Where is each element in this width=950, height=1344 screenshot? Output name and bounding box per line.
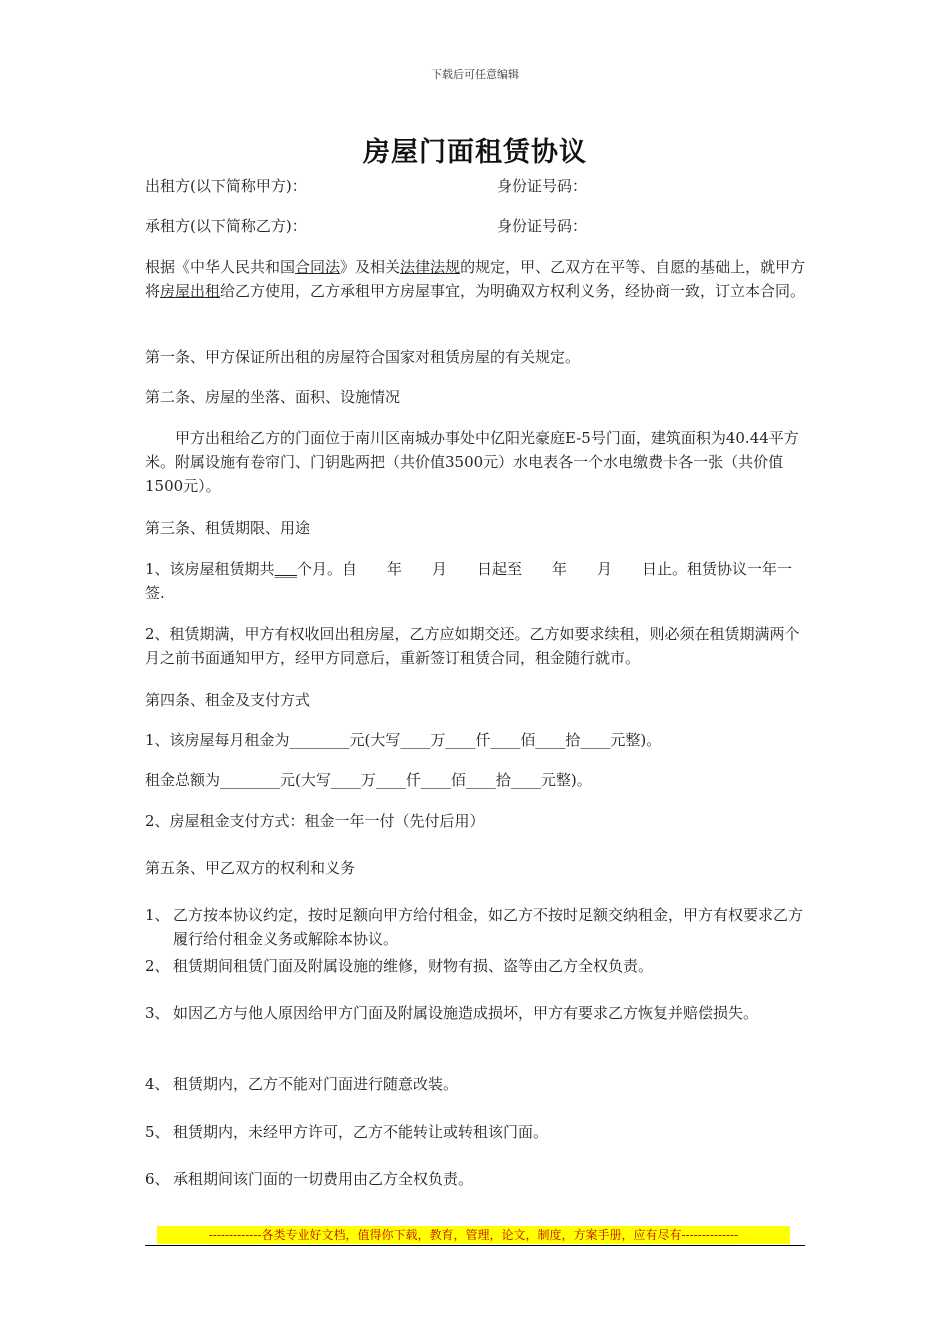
article-3-item-1 (145, 557, 810, 605)
item-text: 租赁期内，未经甲方许可，乙方不能转让或转租该门面。 (173, 1123, 549, 1141)
article-3-item-2: 2、租赁期满，甲方有权收回出租房屋，乙方应如期交还。乙方如要求续租，则必须在租赁期满两个月之前书面通知甲方，经甲方同意后，重新签订租赁合同，租金随行就市。 (145, 625, 800, 667)
item-number: 2、 (145, 957, 170, 975)
contract-law-link[interactable]: 合同法 (295, 258, 341, 276)
document-title: 房屋门面租赁协议 (363, 137, 587, 168)
article-3-heading: 第三条、租赁期限、用途 (145, 519, 311, 537)
item-number: 4、 (145, 1075, 170, 1093)
footer-banner: -------------各类专业好文档，值得你下载，教育，管理，论文，制度，方案手册，应有尽有-------------- (157, 1226, 790, 1244)
house-rental-link[interactable]: 房屋出租 (160, 282, 221, 300)
item-number: 3、 (145, 1004, 170, 1022)
article-1: 第一条、甲方保证所出租的房屋符合国家对租赁房屋的有关规定。 (145, 348, 581, 366)
preamble-text-3: 的规定，甲、乙双方在平等、自愿的基础上，就甲方将 (145, 258, 806, 300)
preamble-text-4: 给乙方使用，乙方承租甲方房屋事宜，为明确双方权利义务，经协商一致，订立本合同。 (220, 282, 806, 300)
footer-divider (145, 1245, 805, 1246)
header-note: 下载后可任意编辑 (431, 68, 519, 81)
lessee-id-label: 身份证号码： (497, 217, 588, 235)
lessor-line (145, 174, 810, 198)
article-4-heading: 第四条、租金及支付方式 (145, 691, 311, 709)
preamble-text-2: 》及相关 (340, 258, 401, 276)
item-text: 如因乙方与他人原因给甲方门面及附属设施造成损坏，甲方有要求乙方恢复并赔偿损失。 (173, 1004, 759, 1022)
item-text: 租赁期间租赁门面及附属设施的维修，财物有损、盗等由乙方全权负责。 (173, 957, 654, 975)
total-rent-line: 租金总额为________元(大写____万____仟____佰____拾____元整)。 (145, 771, 592, 789)
laws-link[interactable]: 法律法规 (400, 258, 461, 276)
preamble-paragraph (145, 255, 810, 303)
item-number: 1、 (145, 906, 170, 924)
article-5-heading: 第五条、甲乙双方的权利和义务 (145, 859, 356, 877)
item-number: 5、 (145, 1123, 170, 1141)
term-text-b: 个月。自 年 月 日起至 年 月 日止。租赁协议一年一签. (145, 560, 793, 602)
article-2-heading: 第二条、房屋的坐落、面积、设施情况 (145, 388, 401, 406)
item-text: 租赁期内，乙方不能对门面进行随意改装。 (173, 1075, 459, 1093)
item-text: 乙方按本协议约定，按时足额向甲方给付租金，如乙方不按时足额交纳租金，甲方有权要求乙方履行给付租金义务或解除本协议。 (173, 906, 804, 948)
monthly-rent-line: 1、该房屋每月租金为________元(大写____万____仟____佰____拾____元整)。 (145, 731, 662, 749)
lessor-id-label: 身份证号码： (497, 177, 588, 195)
payment-method-line: 2、房屋租金支付方式：租金一年一付（先付后用） (145, 812, 485, 830)
term-months-blank: ___ (274, 560, 298, 578)
lessor-label: 出租方(以下简称甲方)： (145, 177, 307, 195)
article-2-body: 甲方出租给乙方的门面位于南川区南城办事处中亿阳光豪庭E-5号门面，建筑面积为40.44平方米。附属设施有卷帘门、门钥匙两把（共价值3500元）水电表各一个水电缴费卡各一张（共价值1500元）。 (145, 429, 799, 495)
lessee-label: 承租方(以下简称乙方)： (145, 217, 307, 235)
preamble-text-1: 根据《中华人民共和国 (145, 258, 296, 276)
item-text: 承租期间该门面的一切费用由乙方全权负责。 (173, 1170, 474, 1188)
lessee-line (145, 214, 810, 238)
item-number: 6、 (145, 1170, 170, 1188)
term-text-a: 1、该房屋租赁期共 (145, 560, 275, 578)
